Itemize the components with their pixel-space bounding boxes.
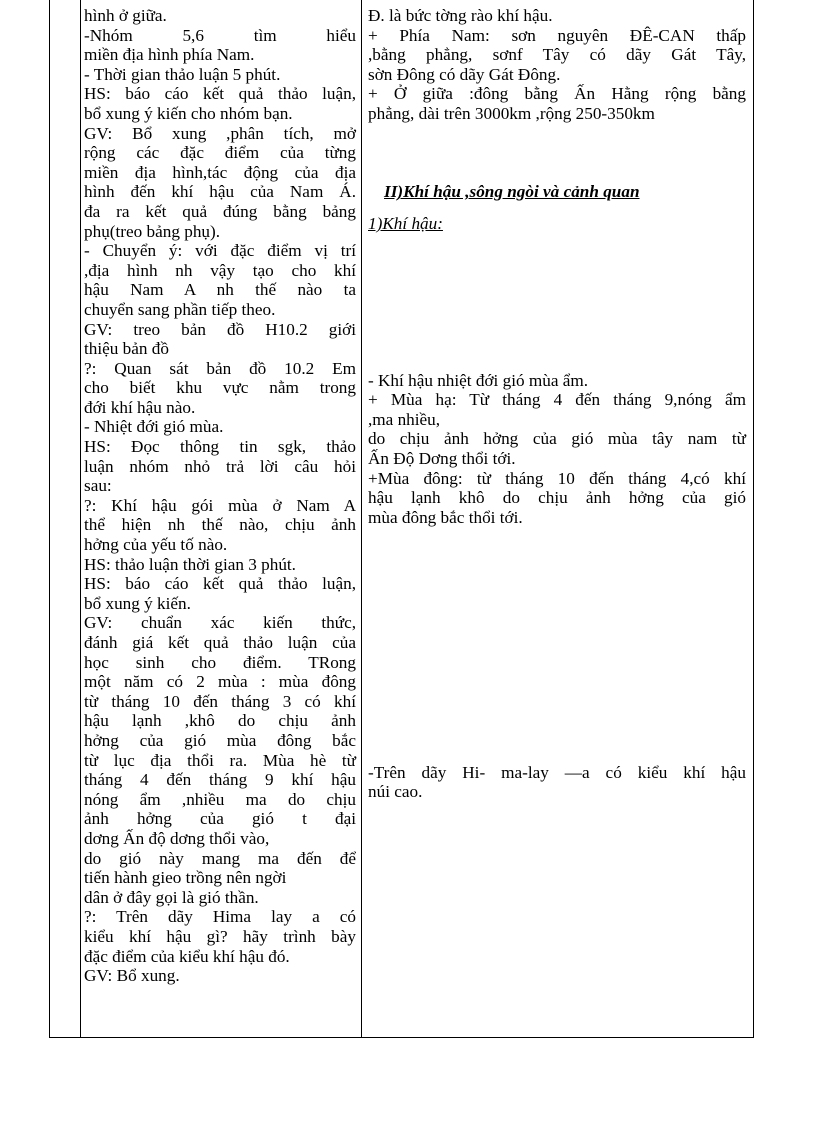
text-line: từ lục địa thổi ra. Mùa hè từ xyxy=(84,750,356,770)
text-line: thiệu bản đồ xyxy=(84,339,169,359)
mountain-climate-text xyxy=(368,763,746,802)
text-line: hởng của yếu tố nào. xyxy=(84,535,228,555)
text-line: + Phía Nam: sơn nguyên ĐÊ-CAN thấp xyxy=(368,25,746,45)
text-line: miền địa hình phía Nam. xyxy=(84,45,255,65)
text-line: -Trên dãy Hi- ma-lay —a có kiểu khí hậu xyxy=(368,762,746,782)
text-line: ,địa hình nh vậy tạo cho khí xyxy=(84,260,356,280)
text-line: từ tháng 10 đến tháng 3 có khí xyxy=(84,691,356,711)
text-line: ?: Khí hậu gói mùa ở Nam A xyxy=(84,495,356,515)
table-divider-2 xyxy=(361,0,362,1038)
table-border-bottom xyxy=(49,1037,754,1038)
text-line: hởng của gió mùa đông bắc xyxy=(84,730,356,750)
table-border-left xyxy=(49,0,50,1038)
text-line: tiến hành gieo trồng nên ngời xyxy=(84,868,287,888)
section-heading: II)Khí hậu ,sông ngòi và cảnh quan xyxy=(384,182,640,202)
text-line: hình đến khí hậu của Nam Á. xyxy=(84,182,356,202)
text-line: rộng các đặc điểm của từng xyxy=(84,143,356,163)
content-column xyxy=(368,6,746,802)
text-line: đới khí hậu nào. xyxy=(84,397,196,417)
text-line: do chịu ảnh hởng của gió mùa tây nam từ xyxy=(368,429,746,449)
text-line: - Chuyển ý: với đặc điểm vị trí xyxy=(84,241,356,261)
table-border-right xyxy=(753,0,754,1038)
text-line: dơng Ấn độ dơng thổi vào, xyxy=(84,828,270,848)
teaching-activities-column xyxy=(84,6,356,986)
text-line: ,ma nhiều, xyxy=(368,409,441,429)
text-line: cho biết khu vực nằm trong xyxy=(84,378,356,398)
text-line: GV: chuẩn xác kiến thức, xyxy=(84,613,356,633)
text-line: tháng 4 đến tháng 9 khí hậu xyxy=(84,770,356,790)
text-line: -Nhóm 5,6 tìm hiểu xyxy=(84,25,356,45)
text-line: do gió này mang ma đến để xyxy=(84,848,356,868)
text-line: GV: Bổ xung. xyxy=(84,966,180,986)
text-line: +Mùa đông: từ tháng 10 đến tháng 4,có khí xyxy=(368,468,746,488)
text-line: học sinh cho điểm. TRong xyxy=(84,652,356,672)
text-line: Đ. là bức tờng rào khí hậu. xyxy=(368,6,553,25)
text-line: thể hiện nh thế nào, chịu ảnh xyxy=(84,515,356,535)
text-line: miền địa hình,tác động của địa xyxy=(84,162,356,182)
text-line: phụ(treo bảng phụ). xyxy=(84,221,221,241)
southern-terrain-text xyxy=(368,6,746,124)
text-line: GV: treo bản đồ H10.2 giới xyxy=(84,319,356,339)
text-line: mùa đông bắc thổi tới. xyxy=(368,507,523,527)
text-line: HS: báo cáo kết quả thảo luận, xyxy=(84,574,356,594)
text-line: dân ở đây gọi là gió thần. xyxy=(84,887,259,907)
text-line: đặc điểm của kiểu khí hậu đó. xyxy=(84,946,290,966)
text-line: sờn Đông có dãy Gát Đông. xyxy=(368,64,561,84)
text-line: HS: Đọc thông tin sgk, thảo xyxy=(84,437,356,457)
text-line: ?: Trên dãy Hima lay a có xyxy=(84,907,356,927)
text-line: bổ xung ý kiến. xyxy=(84,593,191,613)
text-line: bổ xung ý kiến cho nhóm bạn. xyxy=(84,103,293,123)
text-line: GV: Bổ xung ,phân tích, mở xyxy=(84,123,356,143)
text-line: một năm có 2 mùa : mùa đông xyxy=(84,672,356,692)
table-divider-1 xyxy=(80,0,81,1038)
text-line: sau: xyxy=(84,476,112,496)
text-line: ảnh hởng của gió t đại xyxy=(84,809,356,829)
text-line: nóng ẩm ,nhiều ma do chịu xyxy=(84,789,356,809)
subsection-heading: 1)Khí hậu: xyxy=(368,213,443,233)
text-line: ,bằng phẳng, sơnf Tây có dãy Gát Tây, xyxy=(368,45,746,65)
text-line: hậu Nam A nh thế nào ta xyxy=(84,280,356,300)
text-line: + Mùa hạ: Từ tháng 4 đến tháng 9,nóng ẩm xyxy=(368,390,746,410)
text-line: HS: báo cáo kết quả thảo luận, xyxy=(84,84,356,104)
text-line: đa ra kết quả đúng bằng bảng xyxy=(84,201,356,221)
text-line: luận nhóm nhỏ trả lời câu hỏi xyxy=(84,456,356,476)
text-line: hậu lạnh ,khô do chịu ảnh xyxy=(84,711,356,731)
text-line: HS: thảo luận thời gian 3 phút. xyxy=(84,554,296,574)
text-line: đánh giá kết quả thảo luận của xyxy=(84,633,356,652)
text-line: - Khí hậu nhiệt đới gió mùa ẩm. xyxy=(368,370,589,390)
text-line: ?: Quan sát bản đồ 10.2 Em xyxy=(84,358,356,378)
text-line: phẳng, dài trên 3000km ,rộng 250-350km xyxy=(368,103,655,123)
text-line: - Thời gian thảo luận 5 phút. xyxy=(84,64,281,84)
text-line: Ấn Độ Dơng thổi tới. xyxy=(368,449,516,469)
text-line: chuyển sang phần tiếp theo. xyxy=(84,299,276,319)
text-line: kiểu khí hậu gì? hãy trình bày xyxy=(84,926,356,946)
climate-text xyxy=(368,371,746,528)
text-line: + Ở giữa :đông bằng Ấn Hằng rộng bằng xyxy=(368,84,746,104)
text-line: núi cao. xyxy=(368,782,423,802)
text-line: hậu lạnh khô do chịu ảnh hởng của gió xyxy=(368,488,746,508)
text-line: hình ở giữa. xyxy=(84,6,167,25)
text-line: - Nhiệt đới gió mùa. xyxy=(84,417,224,437)
